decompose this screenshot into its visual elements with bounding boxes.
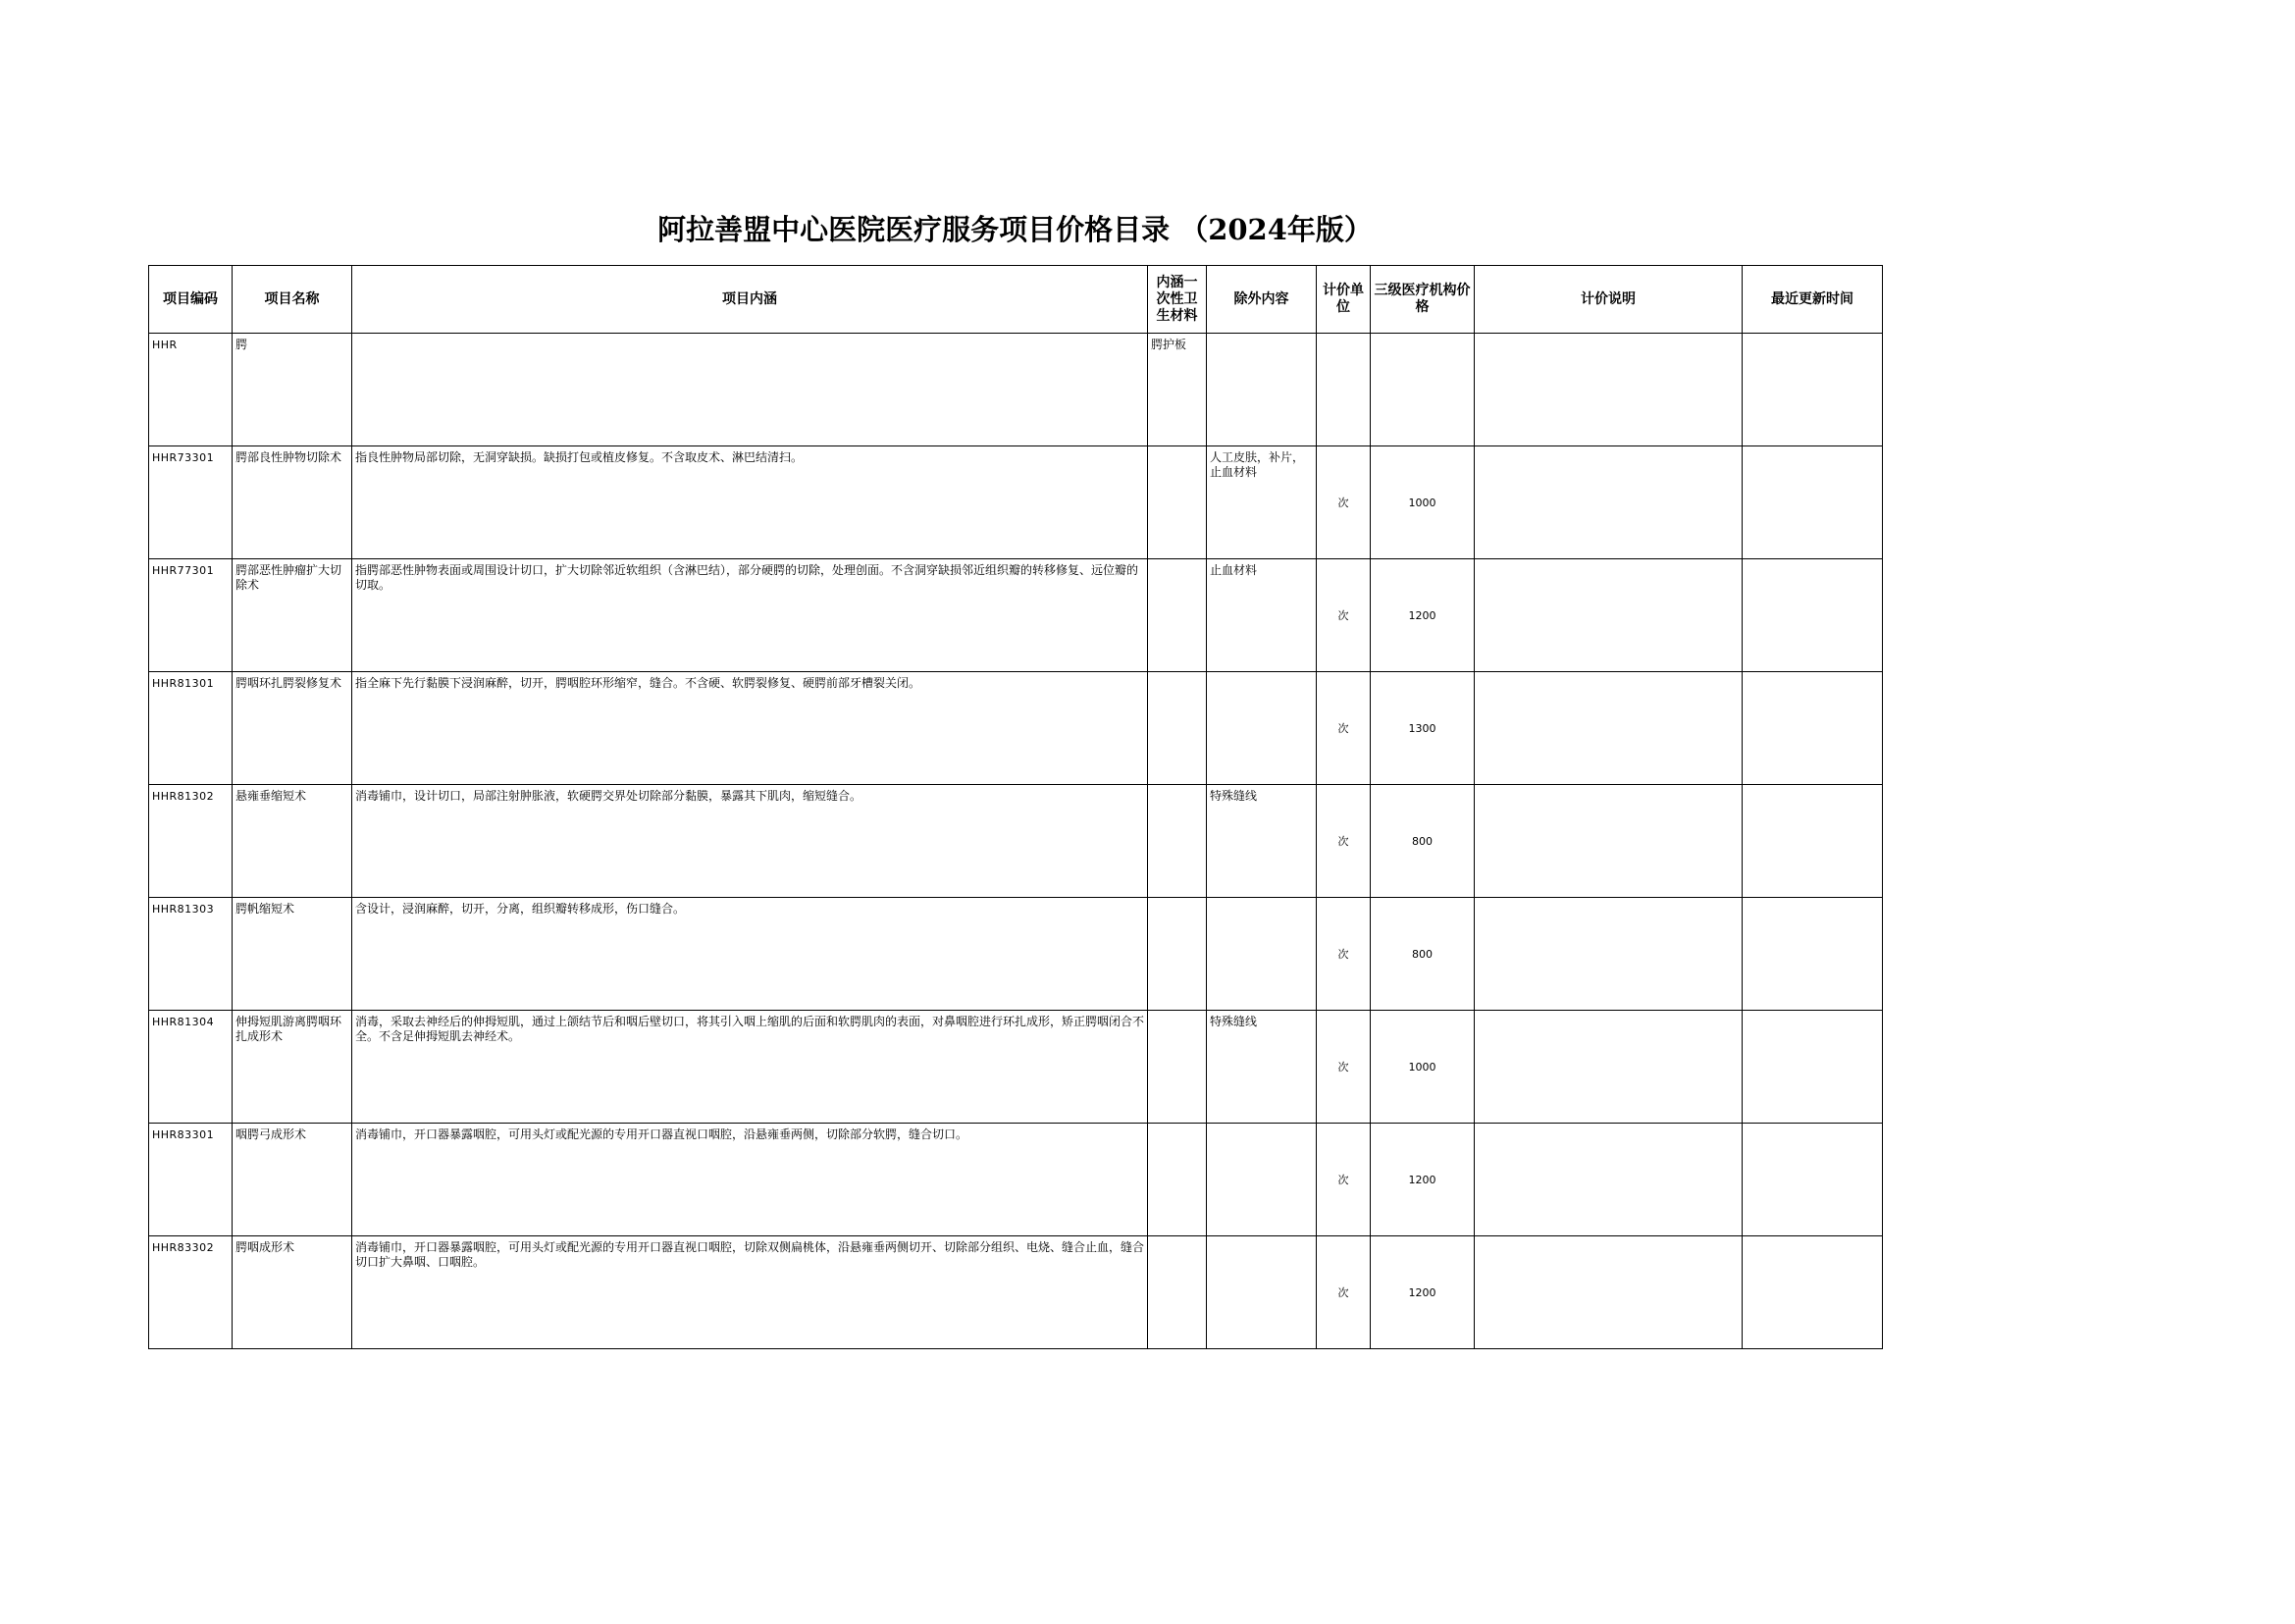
cell-name: 腭部恶性肿瘤扩大切除术 (233, 559, 352, 672)
cell-updated (1743, 785, 1883, 898)
cell-exclusion: 特殊缝线 (1207, 1011, 1317, 1124)
cell-content: 消毒，采取去神经后的伸拇短肌，通过上颌结节后和咽后壁切口，将其引入咽上缩肌的后面和软腭肌肉的表面，对鼻咽腔进行环扎成形，矫正腭咽闭合不全。不含足伸拇短肌去神经术。 (352, 1011, 1148, 1124)
cell-code: HHR83302 (149, 1236, 233, 1349)
cell-note (1475, 898, 1743, 1011)
cell-unit: 次 (1317, 785, 1371, 898)
cell-material: 腭护板 (1148, 334, 1207, 446)
header-content: 项目内涵 (352, 266, 1148, 334)
cell-name: 伸拇短肌游离腭咽环扎成形术 (233, 1011, 352, 1124)
header-unit: 计价单位 (1317, 266, 1371, 334)
cell-price (1371, 334, 1475, 446)
cell-name: 腭帆缩短术 (233, 898, 352, 1011)
cell-unit: 次 (1317, 446, 1371, 559)
cell-content: 指腭部恶性肿物表面或周围设计切口，扩大切除邻近软组织（含淋巴结），部分硬腭的切除，处理创面。不含洞穿缺损邻近组织瓣的转移修复、远位瓣的切取。 (352, 559, 1148, 672)
cell-content: 消毒铺巾，设计切口，局部注射肿胀液，软硬腭交界处切除部分黏膜，暴露其下肌肉，缩短缝合。 (352, 785, 1148, 898)
cell-exclusion (1207, 672, 1317, 785)
cell-updated (1743, 334, 1883, 446)
header-exclusion: 除外内容 (1207, 266, 1317, 334)
cell-exclusion (1207, 1236, 1317, 1349)
cell-note (1475, 559, 1743, 672)
cell-code: HHR81304 (149, 1011, 233, 1124)
cell-unit: 次 (1317, 1011, 1371, 1124)
cell-name: 腭咽成形术 (233, 1236, 352, 1349)
cell-material (1148, 1236, 1207, 1349)
cell-material (1148, 785, 1207, 898)
table-row (149, 1011, 1883, 1124)
cell-material (1148, 672, 1207, 785)
cell-code: HHR81301 (149, 672, 233, 785)
cell-updated (1743, 1236, 1883, 1349)
cell-updated (1743, 672, 1883, 785)
header-material: 内涵一次性卫生材料 (1148, 266, 1207, 334)
cell-price: 1000 (1371, 1011, 1475, 1124)
cell-updated (1743, 446, 1883, 559)
cell-updated (1743, 559, 1883, 672)
header-updated: 最近更新时间 (1743, 266, 1883, 334)
cell-code: HHR (149, 334, 233, 446)
cell-note (1475, 334, 1743, 446)
price-catalog-table (148, 265, 1883, 1349)
header-price: 三级医疗机构价格 (1371, 266, 1475, 334)
table-row (149, 898, 1883, 1011)
cell-note (1475, 672, 1743, 785)
cell-exclusion (1207, 898, 1317, 1011)
cell-exclusion: 特殊缝线 (1207, 785, 1317, 898)
cell-name: 腭部良性肿物切除术 (233, 446, 352, 559)
header-code: 项目编码 (149, 266, 233, 334)
table-row (149, 785, 1883, 898)
cell-code: HHR77301 (149, 559, 233, 672)
cell-unit: 次 (1317, 1236, 1371, 1349)
cell-price: 1300 (1371, 672, 1475, 785)
cell-note (1475, 446, 1743, 559)
table-row (149, 1124, 1883, 1236)
table-row (149, 1236, 1883, 1349)
cell-note (1475, 1011, 1743, 1124)
cell-name: 腭咽环扎腭裂修复术 (233, 672, 352, 785)
cell-material (1148, 898, 1207, 1011)
cell-material (1148, 1124, 1207, 1236)
cell-material (1148, 1011, 1207, 1124)
header-row (149, 266, 1883, 334)
cell-material (1148, 559, 1207, 672)
cell-unit: 次 (1317, 559, 1371, 672)
table-row (149, 559, 1883, 672)
cell-content: 消毒铺巾，开口器暴露咽腔，可用头灯或配光源的专用开口器直视口咽腔，切除双侧扁桃体，沿悬雍垂两侧切开、切除部分组织、电烧、缝合止血，缝合切口扩大鼻咽、口咽腔。 (352, 1236, 1148, 1349)
cell-name: 悬雍垂缩短术 (233, 785, 352, 898)
header-name: 项目名称 (233, 266, 352, 334)
cell-code: HHR81303 (149, 898, 233, 1011)
cell-unit: 次 (1317, 672, 1371, 785)
cell-updated (1743, 1011, 1883, 1124)
cell-content: 指良性肿物局部切除，无洞穿缺损。缺损打包或植皮修复。不含取皮术、淋巴结清扫。 (352, 446, 1148, 559)
table-row (149, 446, 1883, 559)
cell-exclusion: 止血材料 (1207, 559, 1317, 672)
cell-unit: 次 (1317, 1124, 1371, 1236)
cell-unit (1317, 334, 1371, 446)
cell-note (1475, 785, 1743, 898)
cell-content: 指全麻下先行黏膜下浸润麻醉，切开，腭咽腔环形缩窄，缝合。不含硬、软腭裂修复、硬腭前部牙槽裂关闭。 (352, 672, 1148, 785)
cell-name: 咽腭弓成形术 (233, 1124, 352, 1236)
cell-price: 800 (1371, 898, 1475, 1011)
cell-code: HHR81302 (149, 785, 233, 898)
cell-code: HHR83301 (149, 1124, 233, 1236)
cell-updated (1743, 1124, 1883, 1236)
cell-name: 腭 (233, 334, 352, 446)
cell-exclusion (1207, 334, 1317, 446)
cell-note (1475, 1124, 1743, 1236)
cell-price: 1200 (1371, 1124, 1475, 1236)
cell-price: 800 (1371, 785, 1475, 898)
header-note: 计价说明 (1475, 266, 1743, 334)
document-title: 阿拉善盟中心医院医疗服务项目价格目录 （2024年版） (657, 213, 1373, 246)
cell-content: 消毒铺巾，开口器暴露咽腔，可用头灯或配光源的专用开口器直视口咽腔，沿悬雍垂两侧，切除部分软腭，缝合切口。 (352, 1124, 1148, 1236)
cell-price: 1200 (1371, 1236, 1475, 1349)
cell-exclusion: 人工皮肤，补片，止血材料 (1207, 446, 1317, 559)
table-row (149, 334, 1883, 446)
cell-content (352, 334, 1148, 446)
cell-unit: 次 (1317, 898, 1371, 1011)
cell-exclusion (1207, 1124, 1317, 1236)
table-row (149, 672, 1883, 785)
cell-updated (1743, 898, 1883, 1011)
cell-price: 1200 (1371, 559, 1475, 672)
cell-code: HHR73301 (149, 446, 233, 559)
cell-note (1475, 1236, 1743, 1349)
cell-price: 1000 (1371, 446, 1475, 559)
cell-material (1148, 446, 1207, 559)
cell-content: 含设计，浸润麻醉，切开，分离，组织瓣转移成形，伤口缝合。 (352, 898, 1148, 1011)
